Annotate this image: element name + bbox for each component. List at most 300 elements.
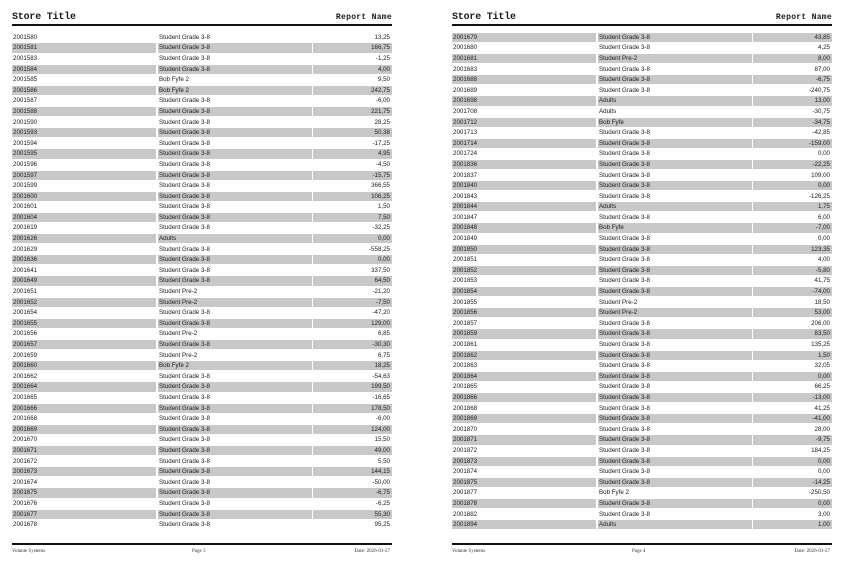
cell-value: 87,00	[814, 65, 830, 73]
cell-value: -14,25	[753, 478, 832, 487]
cell-value: -13,00	[753, 393, 832, 402]
table-row	[12, 392, 392, 403]
cell-id: 2001724	[453, 150, 478, 158]
cell-value: 3,00	[817, 510, 830, 518]
cell-type: Student Grade 3-8	[158, 446, 312, 455]
cell-type: Student Grade 3-8	[158, 340, 312, 349]
cell-value: -7,00	[753, 223, 832, 232]
cell-value: 124,00	[313, 425, 392, 434]
cell-type: Student Pre-2	[159, 330, 198, 338]
table-row	[452, 180, 832, 191]
cell-value: 184,25	[811, 446, 830, 454]
cell-value: -54,63	[372, 372, 390, 380]
table-row	[452, 202, 832, 213]
cell-id: 2001655	[12, 319, 156, 328]
footer-company: Volante Systems	[452, 549, 486, 554]
table-row	[452, 265, 832, 276]
table-row	[12, 488, 392, 499]
table-row	[12, 254, 392, 265]
cell-value: -21,20	[372, 288, 390, 296]
table-row	[452, 339, 832, 350]
cell-type: Student Grade 3-8	[159, 54, 210, 62]
cell-type: Adults	[598, 96, 752, 105]
table-row	[452, 488, 832, 499]
table-row	[12, 307, 392, 318]
cell-id: 2001843	[453, 192, 478, 200]
cell-type: Student Grade 3-8	[158, 171, 312, 180]
cell-id: 2001636	[12, 255, 156, 264]
footer-page-number: Page 4	[632, 549, 646, 554]
cell-type: Student Grade 3-8	[599, 150, 650, 158]
report-table	[12, 32, 392, 530]
cell-type: Student Grade 3-8	[598, 266, 752, 275]
cell-id: 2001587	[13, 97, 38, 105]
cell-value: 7,50	[313, 213, 392, 222]
cell-value: 4,25	[817, 44, 830, 52]
table-row	[12, 371, 392, 382]
cell-value: 53,00	[753, 308, 832, 317]
cell-id: 2001873	[452, 457, 596, 466]
cell-id: 2001853	[453, 277, 478, 285]
cell-type: Student Grade 3-8	[159, 415, 210, 423]
cell-type: Student Grade 3-8	[159, 245, 210, 253]
cell-type: Student Grade 3-8	[158, 510, 312, 519]
table-row	[12, 138, 392, 149]
cell-type: Student Pre-2	[598, 54, 752, 63]
cell-value: 32,05	[814, 362, 830, 370]
page-content	[452, 0, 832, 566]
table-row	[452, 519, 832, 530]
cell-value: 106,25	[313, 192, 392, 201]
cell-id: 2001850	[452, 245, 596, 254]
cell-type: Student Grade 3-8	[599, 362, 650, 370]
table-row	[12, 456, 392, 467]
table-row	[452, 223, 832, 234]
table-row	[12, 498, 392, 509]
table-row	[452, 435, 832, 446]
table-row	[452, 159, 832, 170]
cell-type: Student Grade 3-8	[598, 160, 752, 169]
cell-type: Student Grade 3-8	[599, 510, 650, 518]
cell-value: -42,85	[812, 129, 830, 137]
cell-value: 66,25	[814, 383, 830, 391]
cell-value: 178,50	[313, 404, 392, 413]
table-row	[12, 424, 392, 435]
table-row	[12, 297, 392, 308]
cell-id: 2001600	[12, 192, 156, 201]
cell-type: Student Grade 3-8	[598, 329, 752, 338]
cell-id: 2001670	[13, 436, 38, 444]
cell-type: Student Grade 3-8	[599, 256, 650, 264]
cell-type: Student Grade 3-8	[158, 65, 312, 74]
cell-id: 2001664	[12, 382, 156, 391]
cell-id: 2001586	[12, 86, 156, 95]
cell-type: Student Grade 3-8	[158, 319, 312, 328]
cell-id: 2001652	[12, 298, 156, 307]
cell-type: Student Grade 3-8	[159, 457, 210, 465]
table-row	[12, 244, 392, 255]
cell-id: 2001676	[13, 499, 38, 507]
table-row	[12, 117, 392, 128]
report-name: Report Name	[335, 13, 392, 22]
cell-type: Student Grade 3-8	[599, 44, 650, 52]
cell-type: Student Grade 3-8	[598, 414, 752, 423]
cell-value: 28,25	[374, 118, 390, 126]
table-row	[452, 445, 832, 456]
cell-value: -50,00	[372, 478, 390, 486]
cell-type: Bob Fyfe 2	[158, 361, 312, 370]
cell-value: 166,75	[313, 43, 392, 52]
cell-id: 2001857	[453, 319, 478, 327]
cell-id: 2001681	[452, 54, 596, 63]
cell-type: Adults	[598, 202, 752, 211]
table-row	[452, 477, 832, 488]
table-row	[12, 106, 392, 117]
cell-id: 2001844	[452, 202, 596, 211]
page-footer	[452, 543, 832, 559]
page-content	[12, 0, 392, 566]
cell-type: Student Grade 3-8	[599, 86, 650, 94]
cell-type: Student Grade 3-8	[599, 192, 650, 200]
cell-id: 2001854	[452, 287, 596, 296]
cell-id: 2001840	[452, 181, 596, 190]
cell-id: 2001641	[13, 266, 38, 274]
cell-value: -1,25	[375, 54, 390, 62]
cell-value: 95,25	[374, 521, 390, 529]
cell-type: Student Grade 3-8	[158, 255, 312, 264]
cell-type: Student Grade 3-8	[598, 139, 752, 148]
cell-type: Student Pre-2	[598, 308, 752, 317]
table-row	[12, 350, 392, 361]
table-row	[12, 64, 392, 75]
table-row	[12, 74, 392, 85]
table-row	[452, 382, 832, 393]
cell-type: Student Grade 3-8	[159, 372, 210, 380]
cell-type: Student Grade 3-8	[158, 467, 312, 476]
footer-date: Date: 2026-01-27	[354, 549, 390, 554]
cell-value: 55,30	[313, 510, 392, 519]
table-row	[452, 32, 832, 43]
cell-value: 242,75	[313, 86, 392, 95]
cell-value: -159,00	[753, 139, 832, 148]
cell-type: Student Grade 3-8	[598, 287, 752, 296]
cell-type: Student Grade 3-8	[598, 245, 752, 254]
cell-value: -32,25	[372, 224, 390, 232]
cell-id: 2001666	[12, 404, 156, 413]
cell-type: Student Grade 3-8	[599, 446, 650, 454]
cell-type: Student Grade 3-8	[598, 457, 752, 466]
cell-value: 1,00	[753, 520, 832, 529]
table-row	[12, 223, 392, 234]
cell-value: -6,00	[375, 97, 390, 105]
cell-value: 5,50	[377, 457, 390, 465]
cell-id: 2001868	[453, 404, 478, 412]
table-row	[452, 149, 832, 160]
cell-value: -6,75	[313, 488, 392, 497]
cell-type: Student Grade 3-8	[159, 97, 210, 105]
cell-type: Student Grade 3-8	[159, 203, 210, 211]
table-row	[12, 191, 392, 202]
cell-value: -15,75	[313, 171, 392, 180]
cell-id: 2001580	[13, 33, 38, 41]
cell-value: 83,50	[753, 329, 832, 338]
cell-type: Bob Fyfe	[598, 118, 752, 127]
table-row	[452, 329, 832, 340]
cell-type: Student Grade 3-8	[599, 213, 650, 221]
cell-type: Bob Fyfe 2	[159, 76, 189, 84]
table-row	[12, 435, 392, 446]
cell-id: 2001669	[12, 425, 156, 434]
table-row	[452, 106, 832, 117]
cell-type: Student Grade 3-8	[599, 235, 650, 243]
cell-value: 1,50	[377, 203, 390, 211]
footer-page-number: Page 3	[192, 549, 206, 554]
table-row	[12, 329, 392, 340]
table-row	[452, 244, 832, 255]
table-row	[12, 466, 392, 477]
cell-id: 2001708	[453, 107, 478, 115]
table-row	[12, 445, 392, 456]
cell-value: 109,00	[811, 171, 830, 179]
cell-value: 129,00	[313, 319, 392, 328]
report-table	[452, 32, 832, 530]
cell-type: Student Grade 3-8	[599, 277, 650, 285]
table-row	[12, 382, 392, 393]
table-row	[12, 53, 392, 64]
cell-type: Student Grade 3-8	[599, 404, 650, 412]
cell-id: 2001672	[13, 457, 38, 465]
cell-id: 2001679	[452, 33, 596, 42]
cell-id: 2001688	[452, 75, 596, 84]
cell-value: 144,15	[313, 467, 392, 476]
cell-type: Student Grade 3-8	[159, 393, 210, 401]
cell-value: -41,00	[753, 414, 832, 423]
cell-value: -34,75	[753, 118, 832, 127]
cell-id: 2001584	[12, 65, 156, 74]
cell-type: Student Grade 3-8	[599, 319, 650, 327]
cell-id: 2001863	[453, 362, 478, 370]
cell-value: 8,00	[753, 54, 832, 63]
table-row	[12, 85, 392, 96]
cell-value: 41,75	[814, 277, 830, 285]
table-row	[452, 307, 832, 318]
cell-type: Student Grade 3-8	[158, 107, 312, 116]
cell-id: 2001874	[453, 468, 478, 476]
table-row	[452, 85, 832, 96]
page-footer	[12, 543, 392, 559]
table-row	[452, 509, 832, 520]
page-header	[452, 12, 832, 26]
cell-id: 2001862	[452, 351, 596, 360]
cell-id: 2001601	[13, 203, 38, 211]
table-row	[12, 413, 392, 424]
cell-id: 2001593	[12, 128, 156, 137]
cell-value: 1,75	[753, 202, 832, 211]
cell-id: 2001882	[453, 510, 478, 518]
cell-type: Student Grade 3-8	[599, 171, 650, 179]
table-row	[12, 509, 392, 520]
table-row	[452, 127, 832, 138]
table-row	[12, 96, 392, 107]
cell-id: 2001590	[13, 118, 38, 126]
cell-type: Student Grade 3-8	[158, 213, 312, 222]
cell-id: 2001677	[12, 510, 156, 519]
cell-id: 2001596	[13, 160, 38, 168]
cell-value: -5,80	[753, 266, 832, 275]
table-row	[12, 149, 392, 160]
cell-type: Student Grade 3-8	[599, 129, 650, 137]
cell-id: 2001619	[13, 224, 38, 232]
cell-type: Student Grade 3-8	[599, 425, 650, 433]
table-row	[452, 74, 832, 85]
cell-id: 2001680	[453, 44, 478, 52]
cell-id: 2001626	[12, 234, 156, 243]
cell-type: Student Grade 3-8	[159, 499, 210, 507]
cell-type: Student Grade 3-8	[598, 393, 752, 402]
cell-id: 2001665	[13, 393, 38, 401]
cell-id: 2001713	[453, 129, 478, 137]
cell-value: 0,00	[313, 234, 392, 243]
page-header	[12, 12, 392, 26]
cell-type: Adults	[599, 107, 617, 115]
cell-type: Student Grade 3-8	[598, 478, 752, 487]
cell-id: 2001674	[13, 478, 38, 486]
cell-type: Student Grade 3-8	[598, 181, 752, 190]
table-row	[452, 170, 832, 181]
cell-id: 2001581	[12, 43, 156, 52]
table-row	[12, 360, 392, 371]
cell-id: 2001836	[452, 160, 596, 169]
cell-id: 2001894	[452, 520, 596, 529]
cell-type: Bob Fyfe 2	[158, 86, 312, 95]
cell-value: 0,00	[753, 499, 832, 508]
table-row	[12, 233, 392, 244]
table-row	[12, 286, 392, 297]
cell-type: Adults	[598, 520, 752, 529]
table-row	[12, 403, 392, 414]
cell-value: -6,25	[375, 499, 390, 507]
cell-id: 2001656	[13, 330, 38, 338]
cell-type: Student Pre-2	[599, 298, 638, 306]
cell-value: 123,35	[753, 245, 832, 254]
cell-id: 2001859	[452, 329, 596, 338]
cell-id: 2001604	[12, 213, 156, 222]
cell-id: 2001599	[13, 182, 38, 190]
cell-type: Student Grade 3-8	[159, 224, 210, 232]
cell-value: -250,50	[809, 489, 830, 497]
cell-type: Student Grade 3-8	[159, 309, 210, 317]
cell-type: Student Grade 3-8	[158, 128, 312, 137]
cell-type: Student Pre-2	[158, 298, 312, 307]
cell-id: 2001871	[452, 435, 596, 444]
cell-id: 2001673	[12, 467, 156, 476]
cell-type: Student Grade 3-8	[598, 75, 752, 84]
cell-id: 2001847	[453, 213, 478, 221]
table-row	[452, 286, 832, 297]
cell-id: 2001698	[452, 96, 596, 105]
cell-id: 2001856	[452, 308, 596, 317]
cell-value: 6,85	[377, 330, 390, 338]
cell-value: 18,25	[313, 361, 392, 370]
cell-type: Student Grade 3-8	[599, 65, 650, 73]
cell-value: -9,75	[753, 435, 832, 444]
table-row	[12, 127, 392, 138]
cell-type: Student Grade 3-8	[158, 488, 312, 497]
table-row	[452, 466, 832, 477]
cell-value: 6,75	[377, 351, 390, 359]
table-row	[12, 170, 392, 181]
cell-value: 49,00	[313, 446, 392, 455]
cell-id: 2001585	[13, 76, 38, 84]
table-row	[12, 212, 392, 223]
cell-value: 15,50	[374, 436, 390, 444]
cell-value: 0,00	[753, 372, 832, 381]
table-row	[452, 456, 832, 467]
cell-value: 28,00	[814, 425, 830, 433]
cell-value: 199,50	[313, 382, 392, 391]
cell-value: -17,25	[372, 139, 390, 147]
cell-id: 2001869	[452, 414, 596, 423]
cell-id: 2001848	[452, 223, 596, 232]
cell-id: 2001649	[12, 276, 156, 285]
cell-value: -6,00	[375, 415, 390, 423]
table-row	[452, 117, 832, 128]
table-row	[12, 202, 392, 213]
cell-type: Student Grade 3-8	[159, 182, 210, 190]
cell-value: 0,00	[817, 468, 830, 476]
table-row	[452, 276, 832, 287]
cell-id: 2001866	[452, 393, 596, 402]
table-row	[12, 265, 392, 276]
cell-type: Student Grade 3-8	[159, 139, 210, 147]
cell-value: 0,00	[753, 181, 832, 190]
cell-type: Student Grade 3-8	[598, 435, 752, 444]
store-title: Store Title	[452, 12, 516, 23]
cell-id: 2001849	[453, 235, 478, 243]
cell-value: 1,50	[753, 351, 832, 360]
table-row	[12, 159, 392, 170]
store-title: Store Title	[12, 12, 76, 23]
table-row	[452, 212, 832, 223]
cell-value: -558,25	[369, 245, 390, 253]
cell-value: -74,00	[753, 287, 832, 296]
table-row	[452, 318, 832, 329]
cell-type: Student Grade 3-8	[158, 149, 312, 158]
cell-value: 41,25	[814, 404, 830, 412]
cell-type: Student Grade 3-8	[158, 192, 312, 201]
cell-value: 221,75	[313, 107, 392, 116]
cell-type: Student Grade 3-8	[599, 468, 650, 476]
cell-type: Student Grade 3-8	[158, 382, 312, 391]
cell-type: Bob Fyfe 2	[599, 489, 629, 497]
cell-value: 4,00	[817, 256, 830, 264]
cell-value: 13,25	[374, 33, 390, 41]
table-row	[12, 180, 392, 191]
cell-type: Student Grade 3-8	[599, 383, 650, 391]
table-row	[452, 498, 832, 509]
cell-value: 0,00	[313, 255, 392, 264]
cell-type: Student Grade 3-8	[159, 478, 210, 486]
cell-type: Student Grade 3-8	[599, 341, 650, 349]
cell-type: Student Pre-2	[159, 288, 198, 296]
cell-id: 2001678	[13, 521, 38, 529]
cell-value: 4,95	[313, 149, 392, 158]
report-page-4	[425, 0, 850, 566]
table-row	[452, 191, 832, 202]
table-row	[452, 233, 832, 244]
cell-value: 6,00	[817, 213, 830, 221]
cell-value: -126,25	[809, 192, 830, 200]
